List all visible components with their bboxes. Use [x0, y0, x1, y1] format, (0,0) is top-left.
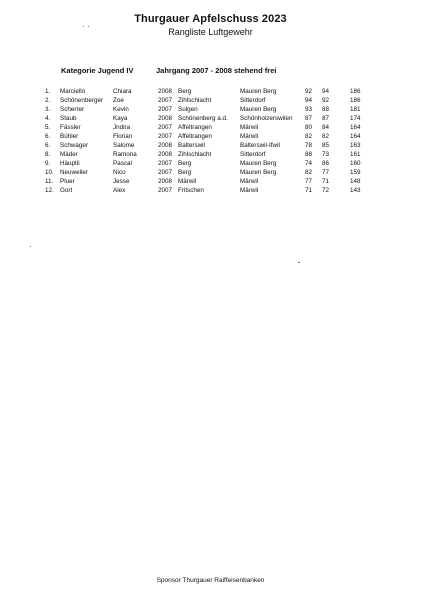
rank-cell: 4. [45, 115, 51, 122]
residence-cell: Zihlschlacht [178, 97, 212, 104]
first-name-cell: Florian [113, 133, 133, 140]
score-1-cell: 87 [305, 115, 313, 122]
last-name-cell: Bühler [60, 133, 79, 140]
rank-cell: 10. [45, 169, 54, 176]
residence-cell: Berg [178, 160, 192, 167]
table-row [0, 177, 421, 186]
first-name-cell: Jndira [113, 124, 131, 131]
rank-cell: 1. [45, 88, 51, 95]
rank-cell: 8. [45, 151, 51, 158]
residence-cell: Berg [178, 88, 192, 95]
residence-cell: Balterswil [178, 142, 205, 149]
residence-cell: Märwil [178, 178, 197, 185]
birth-year-cell: 2008 [158, 151, 173, 158]
table-row [0, 168, 421, 177]
score-2-cell: 77 [322, 169, 330, 176]
score-2-cell: 86 [322, 160, 330, 167]
score-2-cell: 71 [322, 178, 330, 185]
total-score-cell: 164 [350, 124, 361, 131]
rank-cell: 3. [45, 106, 51, 113]
score-2-cell: 94 [322, 88, 330, 95]
table-row [0, 141, 421, 150]
residence-cell: Schönenberg a.d. [178, 115, 228, 122]
total-score-cell: 163 [350, 142, 361, 149]
score-1-cell: 74 [305, 160, 313, 167]
score-1-cell: 94 [305, 97, 313, 104]
club-cell: Balterswil-Ifwil [240, 142, 280, 149]
birth-year-cell: 2008 [158, 178, 173, 185]
table-row [0, 123, 421, 132]
first-name-cell: Kaya [113, 115, 128, 122]
first-name-cell: Chiara [113, 88, 132, 95]
total-score-cell: 164 [350, 133, 361, 140]
rank-cell: 12. [45, 187, 54, 194]
score-1-cell: 82 [305, 169, 313, 176]
club-cell: Märwil [240, 187, 259, 194]
score-2-cell: 73 [322, 151, 330, 158]
last-name-cell: Scherrer [60, 106, 85, 113]
last-name-cell: Häuptli [60, 160, 80, 167]
total-score-cell: 181 [350, 106, 361, 113]
rank-cell: 6. [45, 142, 51, 149]
total-score-cell: 174 [350, 115, 361, 122]
club-cell: Mauren Berg [240, 106, 277, 113]
last-name-cell: Mäder [60, 151, 78, 158]
sponsor-footer: Sponsor Thurgauer Raiffeisenbanken [156, 577, 265, 584]
birth-year-cell: 2007 [158, 133, 173, 140]
residence-cell: Berg [178, 169, 192, 176]
score-1-cell: 80 [305, 124, 313, 131]
category-years: Jahrgang 2007 - 2008 stehend frei [156, 66, 277, 75]
page-title: Thurgauer Apfelschuss 2023 [134, 13, 287, 25]
table-row [0, 105, 421, 114]
last-name-cell: Marciello [60, 88, 86, 95]
club-cell: Märwil [240, 124, 259, 131]
birth-year-cell: 2007 [158, 124, 173, 131]
first-name-cell: Salome [113, 142, 135, 149]
score-2-cell: 85 [322, 142, 330, 149]
last-name-cell: Pluer [60, 178, 75, 185]
total-score-cell: 186 [350, 88, 361, 95]
score-1-cell: 82 [305, 133, 313, 140]
table-row [0, 159, 421, 168]
score-1-cell: 93 [305, 106, 313, 113]
score-1-cell: 78 [305, 142, 313, 149]
birth-year-cell: 2007 [158, 97, 173, 104]
first-name-cell: Kevin [113, 106, 129, 113]
club-cell: Mauren Berg [240, 88, 277, 95]
first-name-cell: Zoe [113, 97, 124, 104]
category-label: Kategorie Jugend IV [61, 66, 134, 75]
residence-cell: Sulgen [178, 106, 198, 113]
score-2-cell: 92 [322, 97, 330, 104]
score-2-cell: 87 [322, 115, 330, 122]
birth-year-cell: 2007 [158, 169, 173, 176]
last-name-cell: Schönenberger [60, 97, 104, 104]
total-score-cell: 160 [350, 160, 361, 167]
residence-cell: Affeltrangen [178, 124, 212, 131]
total-score-cell: 148 [350, 178, 361, 185]
birth-year-cell: 2007 [158, 187, 173, 194]
score-2-cell: 84 [322, 124, 330, 131]
residence-cell: Fritschen [178, 187, 204, 194]
birth-year-cell: 2008 [158, 142, 173, 149]
club-cell: Sitterdorf [240, 97, 266, 104]
total-score-cell: 186 [350, 97, 361, 104]
score-1-cell: 77 [305, 178, 313, 185]
page-subtitle: Rangliste Luftgewehr [168, 27, 253, 37]
residence-cell: Zihlschlacht [178, 151, 212, 158]
table-row [0, 150, 421, 159]
first-name-cell: Jesse [113, 178, 130, 185]
score-1-cell: 71 [305, 187, 313, 194]
rank-cell: 9. [45, 160, 51, 167]
first-name-cell: Alex [113, 187, 126, 194]
score-1-cell: 88 [305, 151, 313, 158]
residence-cell: Affeltrangen [178, 133, 212, 140]
table-row [0, 96, 421, 105]
birth-year-cell: 2008 [158, 88, 173, 95]
rank-cell: 11. [45, 178, 54, 185]
club-cell: Mauren Berg [240, 160, 277, 167]
club-cell: Märwil [240, 133, 259, 140]
last-name-cell: Gort [60, 187, 73, 194]
birth-year-cell: 2008 [158, 115, 173, 122]
table-row [0, 87, 421, 96]
score-2-cell: 88 [322, 106, 330, 113]
birth-year-cell: 2007 [158, 160, 173, 167]
table-row [0, 186, 421, 195]
first-name-cell: Pascal [113, 160, 132, 167]
scan-speck [30, 246, 31, 247]
club-cell: Schönholzerswilen [240, 115, 293, 122]
club-cell: Sitterdorf [240, 151, 266, 158]
rank-cell: 6. [45, 133, 51, 140]
last-name-cell: Schwager [60, 142, 89, 149]
club-cell: Märwil [240, 178, 259, 185]
birth-year-cell: 2007 [158, 106, 173, 113]
total-score-cell: 161 [350, 151, 361, 158]
last-name-cell: Staub [60, 115, 77, 122]
club-cell: Mauren Berg [240, 169, 277, 176]
table-row [0, 132, 421, 141]
ranking-table [0, 87, 421, 195]
first-name-cell: Ramona [113, 151, 137, 158]
score-2-cell: 72 [322, 187, 330, 194]
rank-cell: 5. [45, 124, 51, 131]
score-1-cell: 92 [305, 88, 313, 95]
total-score-cell: 143 [350, 187, 361, 194]
table-row [0, 114, 421, 123]
total-score-cell: 159 [350, 169, 361, 176]
last-name-cell: Neuweiler [60, 169, 88, 176]
last-name-cell: Fässler [60, 124, 81, 131]
first-name-cell: Nico [113, 169, 126, 176]
score-2-cell: 82 [322, 133, 330, 140]
scan-speck [298, 262, 300, 263]
rank-cell: 2. [45, 97, 51, 104]
